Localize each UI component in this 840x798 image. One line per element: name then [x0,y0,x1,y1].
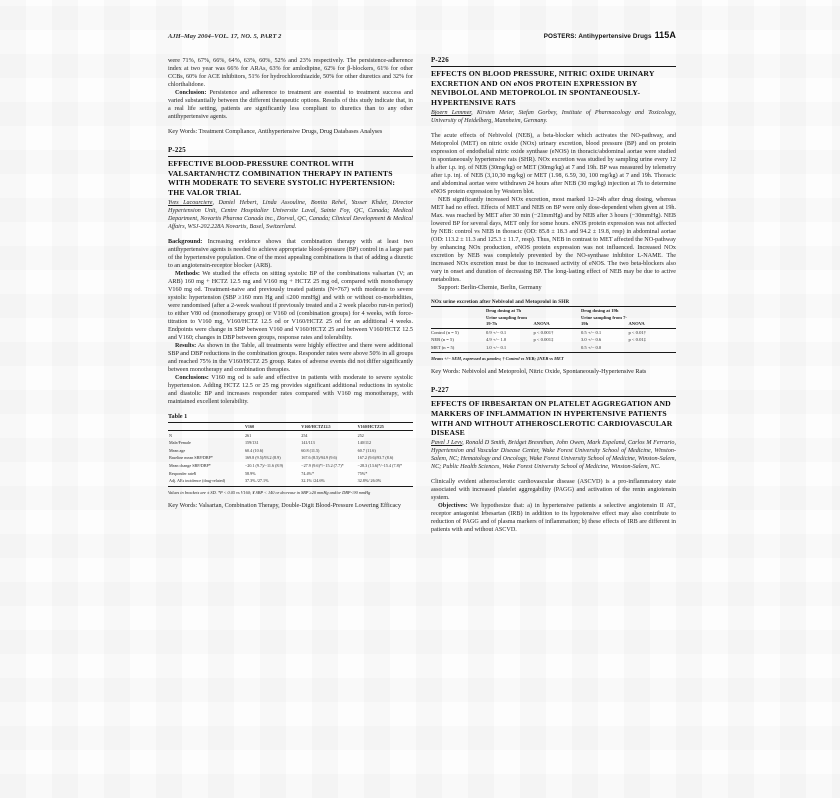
table1-r5-c0: Responder rate¥ [169,470,197,476]
abstract-authors-p227 [431,439,676,471]
authors-affiliations-p226: , Kirsten Meier, Stefan Gorbey, Institute of Pharmacology and Toxicology, University of Heidelberg, Mannheim, Germany. [431,109,676,124]
nox-r1-c2: p < 0.001‡ [533,337,554,343]
running-head [168,30,676,40]
table1-footnote: Values in brackets are ± SD. *P < 0.05 vs V160; ¥ SBP < 140 or decrease in SBP ≥20 mmHg and/or DBP<90 mmHg [168,489,371,495]
table1-r6-c0: Adj. AEs incidence (drug-related) [169,478,226,484]
table1-r3-c2: 167.6 (8.5)/94.9 (9.6) [301,455,337,461]
table1-r4-c0: Mean change SBP/DBP* [169,462,211,468]
abstract-authors-p225 [168,199,413,231]
keywords-previous-abstract: Key Words: Treatment Compliance, Antihypertensive Drugs, Drug Databases Analyses [168,129,383,135]
table1 [168,423,413,486]
table1-r4-c1: −20.1 (9.7)/−11.6 (8.9) [244,462,284,468]
abstract-number-p225: P-225 [168,147,186,154]
table1-r6-c2: 32.1% /24.6% [301,478,325,484]
methods-paragraph-p225 [168,270,413,342]
nox-r1-c3: 3.0 +/− 0.6 [580,337,602,343]
table1-head [168,423,413,431]
conclusion-paragraph [168,89,413,121]
conclusion-text: Persistence and adherence to treatment are essential to treatment success and varied substantially between the different therapeutic options. Results of this study indicate that, in a real life setting, patients are significantly less compliant to diuretics than to any other antihypertensive agents. [168,90,413,120]
conclusions-paragraph-p225 [168,374,413,406]
conclusions-label: Conclusions: [175,374,209,381]
page-number: 115A [654,30,676,40]
nox-group-2: Drug dosing at 19h [580,307,619,313]
table1-r0-c3: 252 [357,432,364,438]
table1-r5-c3: 75%* [357,470,368,476]
abstract-number-p226: P-226 [431,57,449,64]
table1-r2-c0: Mean age [169,447,186,453]
nox-r0-c0: Control (n = 5) [431,329,459,335]
nox-r0-c3: 0.5 +/− 0.1 [580,329,602,335]
first-author-p226: Bjoern Lemmer [431,109,472,116]
table1-r0-c2: 254 [301,432,308,438]
abstract-rule-p227 [431,396,676,397]
nox-group-header-row [431,306,676,314]
table1-caption: Table 1 [168,412,188,420]
nox-r2-c2 [533,344,581,352]
table-row [168,431,413,439]
table1-r3-c1: 169.8 (9.5)/93.2 (8.9) [244,455,281,461]
results-label: Results: [175,342,197,349]
nox-table-body [431,329,676,352]
nox-group-1: Drug dosing at 7h [485,307,522,313]
table-row [168,454,413,462]
table1-col-0 [168,423,244,431]
authors-affiliations-p225: , Daniel Hebert, Linda Assouline, Bonita Rehel, Yasser Khder, Director Hypertension Unit, Centre Hospitalier Universite Laval, Sainte Foy, QC, Canada; Medical Department, Novartis Pharma Canada inc., Dorval, QC, Canada; Clinical Development & Medical Affairs, WSJ-202.228A Novartis, Basel, Switzerland. [168,199,414,230]
abstract-number-p227: P-227 [431,387,449,395]
page-sheet [168,30,676,770]
nox-r0-c2: p < 0.001† [533,329,554,335]
left-column [168,57,413,534]
nox-r1-c1: 4.9 +/− 1.0 [485,337,507,343]
first-author-p225: Yves Lacourciere [168,199,213,206]
table-row [168,439,413,447]
p226-paragraph-2: NEB significantly increased NOx excretion, most marked 12–24h after drug dosing, whereas MET had no effect. Effects of MET and NEB on BP were only dose-dependent when given at 19h. Max. was reached by MET after 30 min (−21mmHg) and by NEB after 3 hours (−30mmHg). NEB lowered BP for several days, MET only for some hours. eNOS protein expression was not affected by NEB: control vs NEB in thoracic (OD: 85.8 ± 18.3 and 94.2 ± 19.8, resp) in abdominal aortae (OD: 113.2 ± 11.3 and 125.3 ± 11.7, resp). Thus, NEB in contrast to MET affected the NO-pathway by enhancing NOx production, eNOS protein expression was not influenced. Increased NOx excretion by NEB was completely prevented by the NO-synthase inhibitor L-NAME. The increased NOx excretion must be due to increased activity of eNOS. The two beta-blockers also vary in onset and duration of decreasing BP. The long-lasting effect of NEB may be due to active metabolites. [431,196,676,283]
keywords-p226: Key Words: Nebivolol and Metoprolol, Nitric Oxide, Spontaneously-Hypertensive Rats [431,369,647,376]
objectives-text: We hypothesize that: a) in hypertensive patients a selective angiotensin II AT₁ receptor antagonist Irbesartan (IRB) in addition to its hypotensive effect may also contribute to reduction of PAGG and of plasma markers of inflammation; b) these effects of IRB are different in patients with and without ASCVD. [431,503,676,534]
conclusions-text: V160 mg od is safe and effective in patients with moderate to severe systolic hypertension. Adding HCTZ 12.5 or 25 mg provides significant additional reductions in systolic and diastolic BP and increases responder rates compared with V160 mg monotherapy, with maintained excellent tolerability. [168,374,413,405]
nox-sub-0 [431,314,486,328]
table1-col-1: V160 [244,423,255,429]
nox-group-0 [431,306,486,314]
p227-objectives [431,502,676,534]
background-label: Background: [168,238,203,245]
table1-r4-c3: −28.3 (13.6)*/−15.4 (7.8)* [357,462,403,468]
p226-paragraph-1: The acute effects of Nebivolol (NEB), a beta-blocker which activates the NO-pathway, and Metoprolol (MET) on nitric oxide (NOx) urinary excretion, blood pressure (BP) and on protein expression of endothelial nitric oxide synthase (eNOS) in thoracic/abdominal aortae were studied in spontaneously hypertensive rats (SHR). NOx excretion was studied by sampling urine every 12 h after i.p. inj. of NEB (30mg/kg) or MET (30mg/kg) at 7 and 19h. BP was measured by telemetry after i.p. inj. of NEB (3,10,30 mg/kg) or MET (1.98, 6.59, 30, 100 mg/kg) at 7 and 19h. Thoracic and abdominal aortae were withdrawn 24 hours after NEB (30 mg/kg) injection at 7h to determine eNOS protein expression by Western blot. [431,132,676,195]
table1-r1-c3: 140/112 [357,440,372,446]
nox-r2-c1: 1.0 +/− 0.1 [485,345,507,351]
table1-r5-c2: 74.4%* [301,470,315,476]
keywords-p225: Key Words: Valsartan, Combination Therapy, Double-Digit Blood-Pressure Lowering Efficacy [168,503,401,510]
table1-r4-c2: −27.9 (9.6)*/−15.2 (7.7)* [301,462,344,468]
background-paragraph-p225 [168,238,413,270]
two-column-body [168,57,676,534]
running-head-left: AJH–May 2004–VOL. 17, NO. 5, PART 2 [168,33,282,40]
nox-table [431,306,676,352]
objectives-label: Objectives: [438,503,468,510]
table-row [168,447,413,455]
first-author-p227: Pavel J Levy [431,440,463,447]
table1-col-2: V160/HCTZ12.5 [301,423,331,429]
table1-r6-c1: 37.3% /27.1% [244,478,269,484]
table1-r1-c1: 159/131 [244,440,259,446]
table-row [168,462,413,470]
table1-r5-c1: 58.9% [244,470,256,476]
nox-r2-c0: MET (n = 5) [431,345,455,351]
nox-r1-c4: p < 0.01‡ [628,337,647,343]
table-row [431,337,676,345]
abstract-rule-p225 [168,156,413,157]
conclusion-label: Conclusion: [175,90,207,96]
table1-r3-c3: 167.2 (9.6)/93.7 (8.6) [357,455,394,461]
nox-r1-c0: NEB (n = 5) [431,337,454,343]
table1-wrapper [168,422,413,487]
continued-paragraph: were 71%, 67%, 66%, 64%, 63%, 60%, 52% and 23% respectively. The persistence-adherence index at two year was 66% for ARAs, 63% for amlodipine, 62% for β-blockers, 61% for other CCBs, 60% for ACE inhibitors, 51% for hydrochlorothiazide, 50% for other diuretics and 32% for chlorthalidone. [168,58,413,88]
abstract-title-p225: EFFECTIVE BLOOD-PRESSURE CONTROL WITH VALSARTAN/HCTZ COMBINATION THERAPY IN PATIENTS WITH MODERATE TO SEVERE SYSTOLIC HYPERTENSION: THE VALOR TRIAL [168,159,396,197]
table1-col-3: V160/HCTZ25 [357,423,384,429]
nox-r0-c4: p < 0.01† [628,329,647,335]
table-row [431,344,676,352]
nox-sub-1: Urine sampling from 19-7h [486,314,534,328]
nox-r2-c4 [628,344,676,352]
table1-bottom-rule [168,486,413,487]
table1-r1-c2: 141/113 [301,440,315,446]
table1-header-row [168,423,413,431]
methods-text: We studied the effects on sitting systolic BP of the combinations valsartan (V; an ARB) 160 mg + HCTZ 12.5 mg and V160 mg + HCTZ 25 mg od, compared with monotherapy V160 mg od. Treatment-naive and previously treated patients (N=767) with moderate to severe systolic hypertension (SBP ≥160 mm Hg and ≤200 mmHg) and with or without co-morbidities, were randomised (after a 2-week washout if previously treated and a 2 week placebo run-in period) to either V80 od (monotherapy group) or V160 od (combination groups) for 4 weeks, with force-titration to V160 mg, V160/HCTZ 12.5 od or V160/HCTZ 25 od for an additional 4 weeks. Endpoints were change in SBP between V160 and V160/HCTZ 25 and between V160/HCTZ 12.5 and V160; changes in DBP between groups, response rates and tolerability. [168,270,413,341]
table1-r0-c1: 261 [244,432,252,438]
table-row [168,469,413,477]
p226-support: Support: Berlin-Chemie, Berlin, Germany [438,284,542,291]
table1-body [168,431,413,486]
abstract-title-p226: EFFECTS ON BLOOD PRESSURE, NITRIC OXIDE URINARY EXCRETION AND ON eNOS PROTEIN EXPRESSION BY NEVIBOLOL AND METOPROLOL IN SPONTANEOUSLY-HYPERTENSIVE RATS [431,69,655,107]
results-text: As shown in the Table, all treatments were highly effective and there were additional SBP and DBP reductions in the combination groups. Responder rates were above 50% in all groups and reached 75% in the V160/HCTZ 25 group. Rates of adverse events did not differ significantly between monotherapy and combination therapies. [168,342,413,373]
nox-table-bottom-rule [431,352,676,353]
nox-sub-3: Urine sampling from 7-19h [581,314,629,328]
nox-table-footnote: Means +/− SEM, expressed as μmoles; † Control vs NEB; ‡NEB vs MET [431,355,564,361]
abstract-title-p227: EFFECTS OF IRBESARTAN ON PLATELET AGGREGATION AND MARKERS OF INFLAMMATION IN HYPERTENSIVE PATIENTS WITH AND WITHOUT ATHEROSCLEROTIC CARDIOVASCULAR DISEASE [431,399,673,438]
table1-r0-c0: N [169,432,172,438]
table-row [431,329,676,337]
table1-r2-c3: 60.7 (11.6) [357,447,376,453]
table1-r3-c0: Baseline mean SBP/DBP* [169,455,213,461]
table1-r2-c2: 60.8 (11.5) [301,447,320,453]
abstract-rule-p226 [431,66,676,67]
running-head-right [544,30,676,40]
right-column [431,57,676,534]
running-head-section-label: POSTERS: Antihypertensive Drugs [543,33,652,40]
nox-r2-c3: 0.5 +/− 0.0 [580,345,602,351]
authors-affiliations-p227: , Ronald D Smith, Bridget Bresnihan, John Owen, Mark Espeland, Carlos M Ferrario, Hypertension and Vascular Disease Center, Wake Forest University School of Medicine, Winston-Salem, NC; Hematology and Oncology, Wake Forest University School of Medicine, Winston-Salem, NC; Public Health Sciences, Wake Forest University School of Medicine, Winston-Salem, NC. [431,440,676,471]
background-text: Increasing evidence shows that combination therapy with at least two antihypertensive agents is needed to achieve appropriate blood-pressure (BP) control in a large part of the hypertensive population. One of the most appealing combinations is that of adding a diuretic to an angiotensin-receptor blocker (ARB). [168,238,413,269]
nox-sub-header-row [431,314,676,328]
nox-table-head [431,306,676,328]
nox-r0-c1: 0.9 +/− 0.1 [485,329,507,335]
nox-sub-2: ANOVA [533,314,581,328]
nox-table-caption: NOx urine excretion after Nebivolol and Metoprolol in SHR [431,298,570,305]
table1-r6-c3: 32.8%/ 26.0% [357,478,382,484]
table1-r1-c0: Male/Female [169,440,191,446]
results-paragraph-p225 [168,342,413,374]
methods-label: Methods: [175,270,200,277]
table1-r2-c1: 60.4 (10.6) [244,447,264,453]
p227-paragraph-1: Clinically evident atherosclerotic cardiovascular disease (ASCVD) is a pro-inflammatory state associated with increased platelet aggregability (PAGG) and activation of the renin angiotensin system. [431,479,676,502]
table-row [168,477,413,486]
nox-sub-4: ANOVA [628,314,676,328]
abstract-authors-p226 [431,109,676,125]
